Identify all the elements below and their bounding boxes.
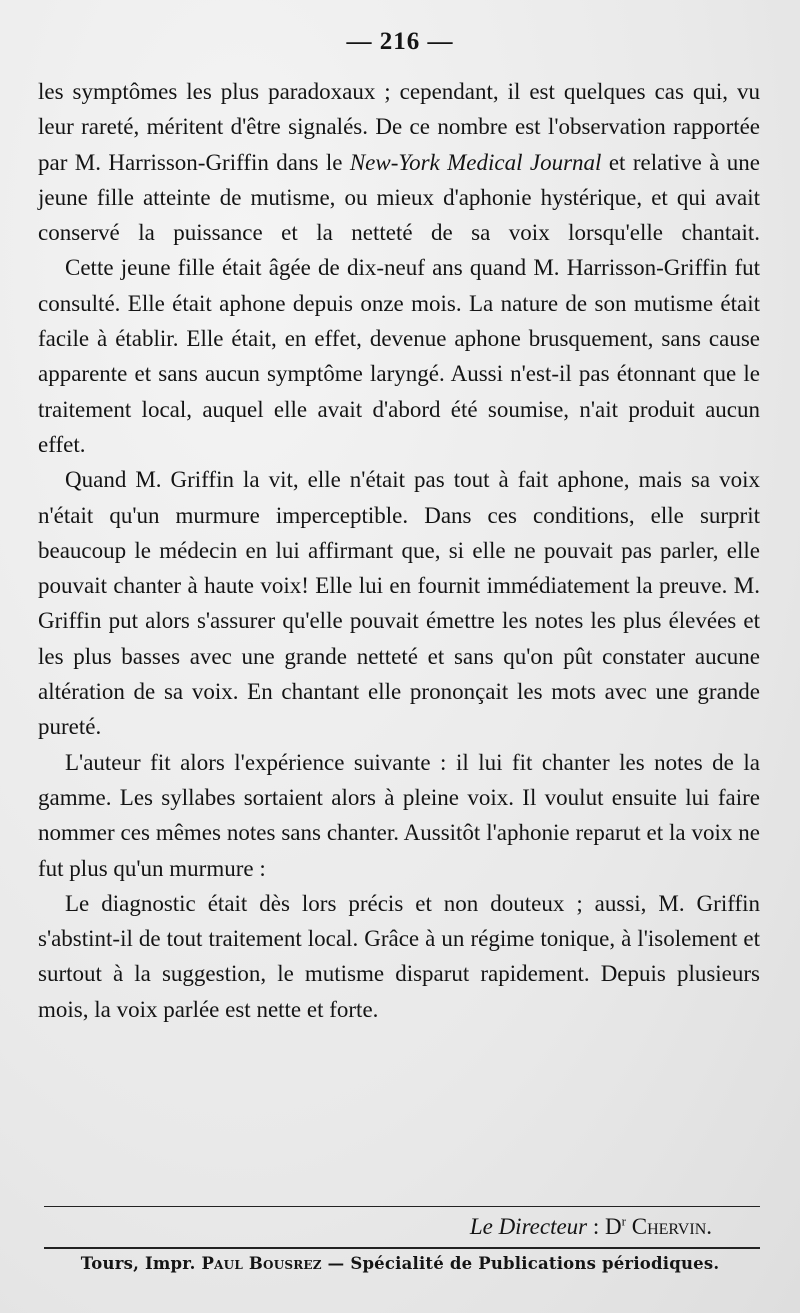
imprint-rest: — Spécialité de Publications périodiques. [321,1254,720,1273]
paragraph-1-segment-1: les symptômes les plus paradoxaux ; cependant, il est quelques cas qui, vu leur rareté, méritent d'être signalés. De ce nombre est l'observation rapportée par M. Harrisson-Griffin dans le [38,79,760,175]
paragraph-3 [38,462,760,744]
signature-title-prefix: D [605,1214,622,1239]
signature-divider-top [44,1206,760,1207]
imprint-divider [44,1247,760,1249]
imprint-printer: Paul Bousrez [201,1254,322,1273]
signature [0,1210,712,1244]
signature-role: Le Directeur [469,1214,588,1239]
signature-end: . [706,1214,712,1239]
paragraph-3-text: Quand M. Griffin la vit, elle n'était pas tout à fait aphone, mais sa voix n'était qu'un murmure imperceptible. Dans ces conditions, elle surprit beaucoup le médecin en lui affirmant que, si elle ne pouvait pas parler, elle pouvait chanter à haute voix! Elle lui en fournit immédiatement la preuve. M. Griffin put alors s'assurer qu'elle pouvait émettre les notes les plus élevées et les plus basses avec une grande netteté et sans qu'on pût constater aucune altération de sa voix. En chantant elle prononçait les mots avec une grande pureté. [38,467,760,740]
body-text [38,74,760,1027]
paragraph-1 [38,74,760,250]
paragraph-5 [38,886,760,1027]
journal-title: New-York Medical Journal [349,149,602,175]
paragraph-2 [38,250,760,462]
paragraph-5-text: Le diagnostic était dès lors précis et non douteux ; aussi, M. Griffin s'abstint-il de tout traitement local. Grâce à un régime tonique, à l'isolement et surtout à la suggestion, le mutisme disparut rapidement. Depuis plusieurs mois, la voix parlée est nette et forte. [38,890,760,1022]
page-number: — 216 — [346,28,454,55]
paragraph-1-segment-3: et relative à une jeune fille atteinte de mutisme, ou mieux d'aphonie hystérique, et qui avait conservé la puissance et la netteté de sa voix lorsqu'elle chantait. [38,149,760,246]
paragraph-4-text: L'auteur fit alors l'expérience suivante : il lui fit chanter les notes de la gamme. Les syllabes sortaient alors à pleine voix. Il voulut ensuite lui faire nommer ces mêmes notes sans chanter. Aussitôt l'aphonie reparut et la voix ne fut plus qu'un murmure : [38,749,760,881]
signature-title-sup: r [621,1213,626,1229]
signature-name: Chervin [631,1214,707,1239]
imprint [0,1251,800,1277]
signature-separator: : [587,1214,606,1239]
paragraph-2-text: Cette jeune fille était âgée de dix-neuf ans quand M. Harrisson-Griffin fut consulté. Elle était aphone depuis onze mois. La nature de son mutisme était facile à établir. Elle était, en effet, devenue aphone brusquement, sans cause apparente et sans aucun symptôme laryngé. Aussi n'est-il pas étonnant que le traitement local, auquel elle avait d'abord été soumise, n'ait produit aucun effet. [38,255,760,457]
paragraph-4 [38,745,760,886]
imprint-city: Tours, Impr. [80,1254,202,1273]
